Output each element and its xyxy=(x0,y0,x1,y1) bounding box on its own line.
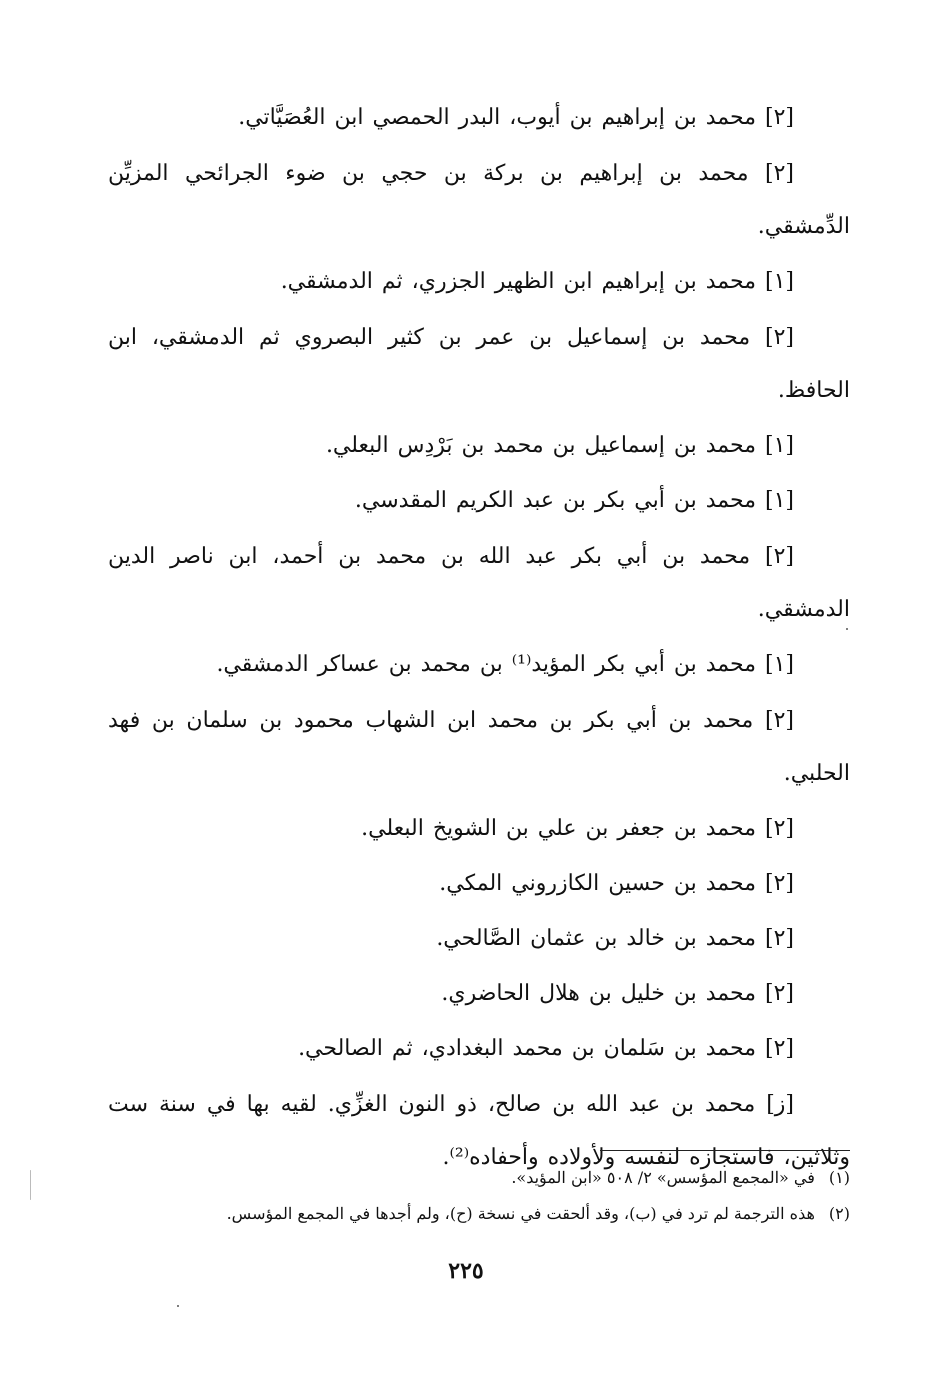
footnote xyxy=(108,1196,850,1232)
list-item: [٢] محمد بن حسين الكازروني المكي. xyxy=(439,871,794,896)
list-item: [١] محمد بن أبي بكر المؤيد⁽¹⁾ بن محمد بن عساكر الدمشقي. xyxy=(216,652,794,677)
list-item: [٢] محمد بن خليل بن هلال الحاضري. xyxy=(441,981,794,1006)
footnote-number: (٢) xyxy=(828,1204,850,1223)
scan-speck xyxy=(846,628,848,630)
list-item: [٢] محمد بن خالد بن عثمان الصَّالحي. xyxy=(436,926,794,951)
footnote-text: في «المجمع المؤسس» ٢/ ٥٠٨ «ابن المؤيد». xyxy=(511,1168,815,1187)
list-item: [١] محمد بن إبراهيم ابن الظهير الجزري، ثم الدمشقي. xyxy=(280,269,794,294)
list-item: [١] محمد بن أبي بكر بن عبد الكريم المقدسي. xyxy=(354,488,794,513)
footnote-number: (١) xyxy=(828,1168,850,1187)
list-item: [ز] محمد بن عبد الله بن صالح، ذو النون الغزِّي. لقيه بها في سنة ست وثلاثين، فاستجازه لنفسه ولأولاده وأحفاده⁽²⁾. xyxy=(108,1092,850,1170)
list-item: [٢] محمد بن سَلمان بن محمد البغدادي، ثم الصالحي. xyxy=(298,1036,794,1061)
list-item: [٢] محمد بن أبي بكر بن محمد ابن الشهاب محمود بن سلمان بن فهد الحلبي. xyxy=(108,708,850,786)
list-item: [١] محمد بن إسماعيل بن محمد بن بَرْدِس البعلي. xyxy=(325,433,794,458)
scan-mark xyxy=(30,1170,31,1200)
footnote-text: هذه الترجمة لم ترد في (ب)، وقد ألحقت في نسخة (ح)، ولم أجدها في المجمع المؤسس. xyxy=(226,1204,815,1223)
list-item: [٢] محمد بن جعفر بن علي بن الشويخ البعلي. xyxy=(361,816,794,841)
footnote xyxy=(108,1160,850,1196)
page-number: ٢٢٥ xyxy=(448,1258,484,1284)
biography-list xyxy=(108,92,850,1187)
list-item: [٢] محمد بن إبراهيم بن بركة بن حجي بن ضوء الجرائحي المزيِّن الدِّمشقي. xyxy=(108,161,850,239)
list-item: [٢] محمد بن إسماعيل بن عمر بن كثير البصروي ثم الدمشقي، ابن الحافظ. xyxy=(108,325,850,403)
list-item: [٢] محمد بن إبراهيم بن أيوب، البدر الحمصي ابن العُصَيَّاتي. xyxy=(238,105,794,130)
list-item: [٢] محمد بن أبي بكر عبد الله بن محمد بن أحمد، ابن ناصر الدين الدمشقي. xyxy=(108,544,850,622)
footnote-divider xyxy=(600,1150,850,1151)
footnotes xyxy=(108,1160,850,1232)
scan-speck xyxy=(177,1305,179,1307)
